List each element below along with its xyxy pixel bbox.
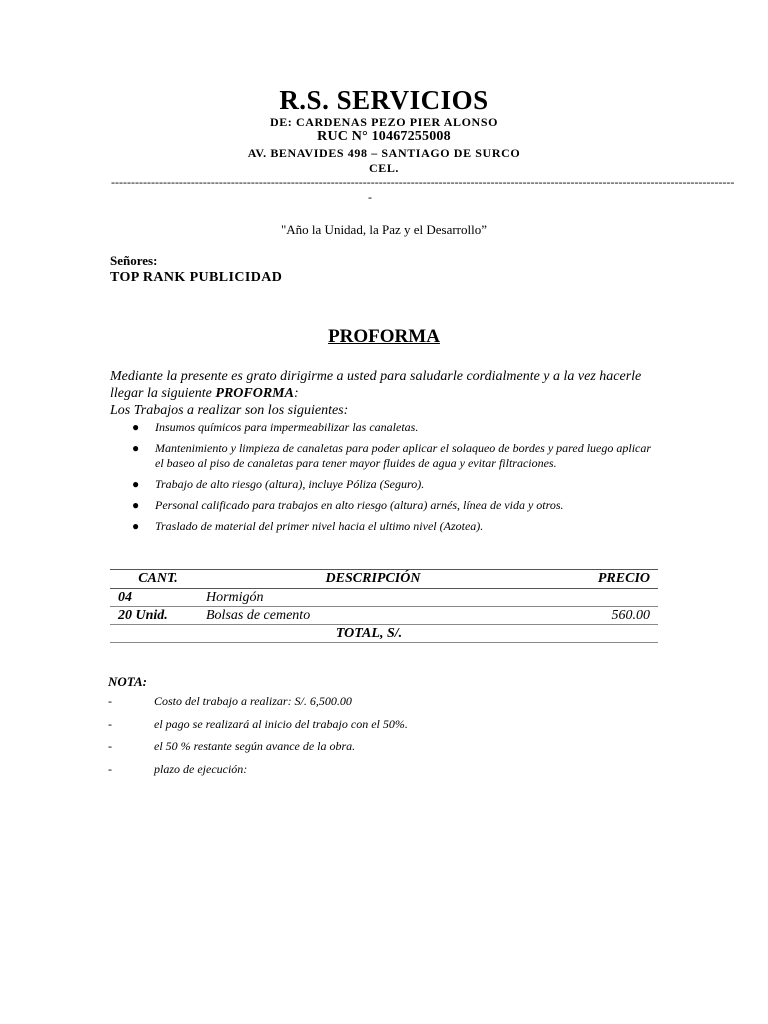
cell-price: 560.00 — [540, 607, 658, 625]
company-address: AV. BENAVIDES 498 – SANTIAGO DE SURCO — [247, 146, 521, 160]
list-item: ● Mantenimiento y limpieza de canaletas para poder aplicar el solaqueo de bordes y pared luego aplicar el baseo al piso de canaletas para tener mayor fluides de agua y evitar filtraciones. — [132, 441, 652, 470]
cell-desc: Hormigón — [198, 589, 540, 607]
year-motto: "Año la Unidad, la Paz y el Desarrollo” — [280, 222, 488, 237]
items-table — [110, 569, 658, 643]
bullet-icon: ● — [132, 420, 140, 434]
list-item: ● Insumos químicos para impermeabilizar las canaletas. — [132, 420, 419, 434]
table-total-row — [110, 625, 658, 643]
intro-colon: : — [293, 386, 299, 401]
list-item: ● Personal calificado para trabajos en alto riesgo (altura) arnés, línea de vida y otros. — [132, 498, 564, 512]
intro-paragraph — [110, 368, 658, 419]
salutation: Señores: — [110, 253, 158, 268]
intro-strong: PROFORMA — [215, 386, 294, 401]
cell-desc: Bolsas de cemento — [198, 607, 540, 625]
cell-price — [540, 589, 658, 607]
header-price: PRECIO — [540, 570, 658, 589]
list-item: ● Traslado de material del primer nivel hacia el ultimo nivel (Azotea). — [132, 519, 484, 533]
client-name: TOP RANK PUBLICIDAD — [110, 270, 283, 285]
company-owner: DE: CARDENAS PEZO PIER ALONSO — [269, 115, 499, 129]
bullet-icon: ● — [132, 519, 140, 533]
works-list — [130, 420, 660, 540]
company-phone: CEL. — [368, 161, 400, 175]
total-label: TOTAL, S/. — [198, 625, 540, 643]
company-ruc: RUC N° 10467255008 — [317, 129, 451, 144]
list-item: ● Trabajo de alto riesgo (altura), incluye Póliza (Seguro). — [132, 477, 425, 491]
cell-qty: 04 — [110, 589, 198, 607]
cell-qty: 20 Unid. — [110, 607, 198, 625]
company-name: R.S. SERVICIOS — [279, 85, 489, 115]
header-qty: CANT. — [110, 570, 198, 589]
document-title: PROFORMA — [328, 326, 440, 347]
dash-icon: - — [108, 761, 112, 776]
dash-icon: - — [108, 716, 112, 731]
table-row — [110, 607, 658, 625]
dash-icon: - — [108, 739, 112, 753]
table-header-row — [110, 570, 658, 589]
table-row — [110, 589, 658, 607]
bullet-icon: ● — [132, 477, 140, 491]
separator-line: ------------------------------------------------------------------------------------------------------------------------------------------------------------ — [111, 175, 735, 189]
header-desc: DESCRIPCIÓN — [198, 570, 540, 589]
document-page: R.S. SERVICIOS DE: CARDENAS PEZO PIER ALONSO RUC N° 10467255008 AV. BENAVIDES 498 – SANTIAGO DE SURCO CEL. ------------------------------------------------------------------------------------------------------------------------------------------------------------ - "Año la Unidad, la Paz y el Desarrollo” Señores: TOP RANK PUBLICIDAD PROFORMA Mediante la presente es grato dirigirme a usted para saludarle cordialmente y a la vez hacerle llegar la siguiente PROFORMA: Los Trabajos a realizar son los siguientes: ● Insumos químicos para impermeabilizar las canaletas. ● Mantenimiento y limpieza de canaletas para poder aplicar el solaqueo de bordes y pared luego aplicar el baseo al piso de canaletas para tener mayor fluides de agua y evitar filtraciones. ● Trabajo de alto riesgo (altura), incluye Póliza (Seguro). ● Personal calificado para trabajos en alto riesgo (altura) arnés, línea de vida y otros. ● Traslado de material del primer nivel hacia el ultimo nivel (Azotea). CANT. DESCRIPCIÓN PRECIO 04 Hormigón 20 Unid. Bolsas de cemento 560.00 TOTAL, S/. NOTA: - Costo del trabajo a realizar: S/. 6,500.00 - el pago se realizará al inicio del trabajo con el 50%. - el 50 % restante según avance de la obra. - plazo de ejecución: — [0, 0, 768, 1024]
bullet-icon: ● — [132, 498, 140, 512]
dash-icon: - — [108, 694, 112, 708]
intro-text: Mediante la presente es grato dirigirme a usted para saludarle cordialmente y a la vez hacerle llegar la siguiente — [110, 369, 642, 401]
notes-label: NOTA: — [108, 674, 147, 689]
bullet-icon: ● — [132, 441, 140, 455]
separator-tail: - — [368, 190, 372, 204]
intro-works-lead: Los Trabajos a realizar son los siguientes: — [110, 403, 349, 418]
